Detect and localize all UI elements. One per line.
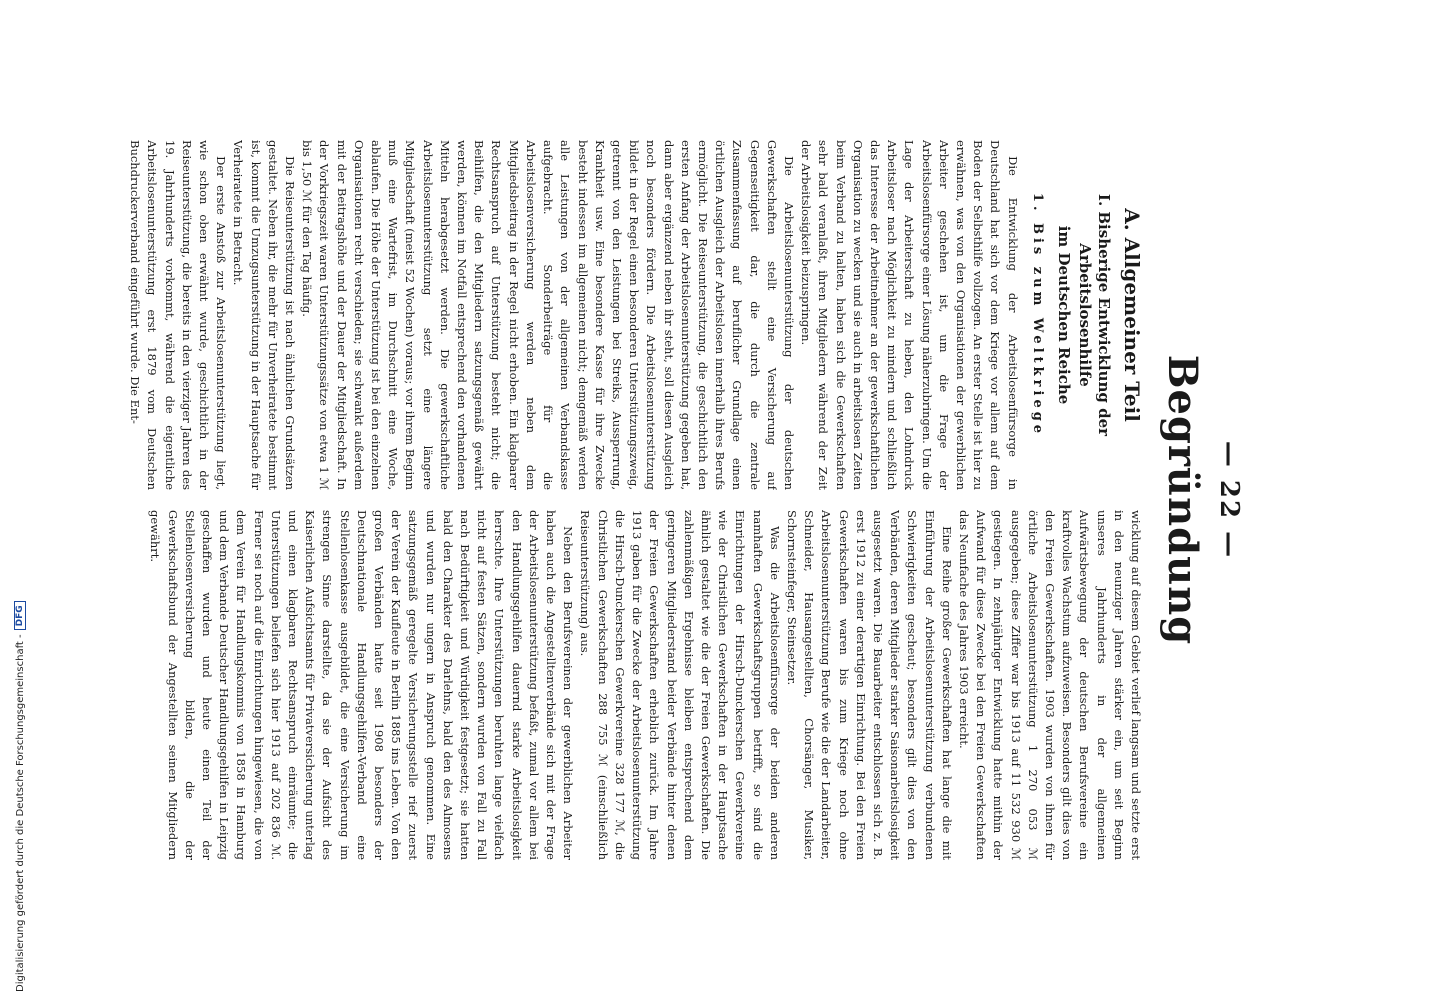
part-heading: A. Allgemeiner Teil: [1120, 208, 1144, 422]
paragraph: Die Entwicklung der Arbeitslosenfürsorge in Deutschland hat sich vor dem Kriege vor allem auf dem Boden der Selbsthilfe vollzogen. An erster Stelle ist hier zu erwähnen, was von den Organisationen der gewerblichen Arbeiter geschehen ist, um die Frage der Arbeitslosenfürsorge einer Lösung näherzubringen. Um die Lage der Arbeiterschaft zu heben, den Lohndruck Arbeitsloser nach Möglichkeit zu mindern und schließlich das Interesse der Arbeitnehmer an der gewerkschaftlichen Organisation zu wecken und sie auch in arbeitslosen Zeiten beim Verband zu halten, haben sich die Gewerkschaften sehr bald veranlaßt, ihren Mitgliedern während der Zeit der Arbeitslosigkeit beizuspringen.: [799, 140, 1020, 490]
paragraph: Was die Arbeitslosenfürsorge der beiden anderen namhaften Gewerkschaftsgruppen betrifft, so sind die Einrichtungen der Hirsch-Dunckerschen Gewerkvereine wie der Christlichen Gewerkschaften in der Hauptsache ähnlich gestaltet wie die der Freien Gewerkschaften. Die zahlenmäßigen Ergebnisse bleiben entsprechend dem geringeren Mitgliederstand beider Verbände hinter denen der Freien Gewerkschaften erheblich zurück. Im Jahre 1913 gaben für die Zwecke der Arbeitslosenunterstützung die Hirsch-Dunckerschen Gewerkvereine 328 177 ℳ, die Christlichen Gewerkschaften 288 755 ℳ (einschließlich Reiseunterstützung) aus.: [578, 510, 782, 860]
subsection-heading: 1. Bis zum Weltkriege: [1029, 192, 1045, 438]
paragraph: wicklung auf diesem Gebiet verlief langsam und setzte erst in den neunziger Jahren stärker ein, um seit Beginn unseres Jahrhunderts in der allgemeinen Aufwärtsbewegung der deutschen Berufsvereine ein kraftvolles Wachstum aufzuweisen. Besonders gilt dies von den Freien Gewerkschaften. 1903 wurden von ihnen für örtliche Arbeitslosenunterstützung 1 270 053 ℳ ausgegeben; diese Ziffer war bis 1913 auf 11 532 930 ℳ gestiegen. In zehnjähriger Entwicklung hatte mithin der Aufwand für diese Zwecke bei den Freien Gewerkschaften das Neunfache des Jahres 1903 erreicht.: [956, 510, 1143, 860]
paragraph: Der erste Anstoß zur Arbeitslosenunterstützung liegt, wie schon oben erwähnt wurde, geschichtlich in der Reiseunterstützung, die bereits in den vierziger Jahren des 19. Jahrhunderts vorkommt, während die eigentliche Arbeitslosenunterstützung erst 1879 vom Deutschen Buchdruckerverband eingeführt wurde. Die Ent-: [128, 140, 229, 490]
section-heading-line-1: I. Bisherige Entwicklung der Arbeitslosenhilfe: [1075, 193, 1113, 437]
digitization-credit: [0, 0, 40, 1000]
right-text-column: [74, 510, 1144, 860]
left-text-column: [74, 140, 1144, 490]
document-title: Begründung: [1159, 354, 1206, 646]
credit-text: Digitalisierung gefördert durch die Deutsche Forschungsgemeinschaft -: [14, 634, 26, 992]
paragraph: Die Arbeitslosenunterstützung der deutschen Gewerkschaften stellt eine Versicherung auf Gegenseitigkeit dar, die durch die zentrale Zusammenfassung auf beruflicher Grundlage einen örtlichen Ausgleich der Arbeitslosen innerhalb ihres Berufs ermöglicht. Die Reiseunterstützung, die geschichtlich den ersten Anfang der Arbeitslosenunterstützung gegeben hat, dann aber ergänzend neben ihr steht, soll diesen Ausgleich noch besonders fördern. Die Arbeitslosenunterstützung bildet in der Regel einen besonderen Unterstützungszweig, getrennt von den Leistungen bei Streiks, Aussperrung, Krankheit usw. Eine besondere Kasse für ihre Zwecke besteht indessen im allgemeinen nicht; demgemäß werden alle Leistungen von der allgemeinen Verbandskasse aufgebracht. Sonderbeiträge für die Arbeitslosenversicherung werden neben dem Mitgliedsbeitrag in der Regel nicht erhoben. Ein klagbarer Rechtsanspruch auf Unterstützung besteht nicht; die Beihilfen, die den Mitgliedern satzungsgemäß gewährt werden, können im Notfall entsprechend den vorhandenen Mitteln herabgesetzt werden. Die gewerkschaftliche Arbeitslosenunterstützung setzt eine längere Mitgliedschaft (meist 52 Wochen) voraus; vor ihrem Beginn muß eine Wartefrist, im Durchschnitt eine Woche, ablaufen. Die Höhe der Unterstützung ist bei den einzelnen Organisationen recht verschieden; sie schwankt außerdem mit der Beitragshöhe und der Dauer der Mitgliedschaft. In der Vorkriegszeit waren Unterstützungssätze von etwa 1 ℳ bis 1,50 ℳ für den Tag häufig.: [300, 140, 796, 490]
paragraph: Neben den Berufsvereinen der gewerblichen Arbeiter haben auch die Angestelltenverbände sich mit der Frage der Arbeitslosenunterstützung befaßt, zumal vor allem bei den Handlungsgehilfen dauernd starke Arbeitslosigkeit herrschte. Ihre Unterstützungen beruhten lange vielfach nicht auf festen Sätzen, sondern wurden von Fall zu Fall nach Bedürftigkeit und Würdigkeit festgesetzt; sie hatten bald den Charakter des Darlehns, bald den des Almosens und wurden nur ungern in Anspruch genommen. Eine satzungsgemäß geregelte Versicherungsstelle rief zuerst der Verein der Kaufleute in Berlin 1885 ins Leben. Von den großen Verbänden hatte seit 1908 besonders der Deutschnationale Handlungsgehilfen-Verband eine Stellenlosenkasse ausgebildet, die eine Versicherung im strengen Sinne darstellte, da sie der Aufsicht des Kaiserlichen Aufsichtsamts für Privatversicherung unterlag und einen klagbaren Rechtsanspruch einräumte; die Unterstützungen beliefen sich hier 1913 auf 202 836 ℳ. Ferner sei noch auf die Einrichtungen hingewiesen, die von dem Verein für Handlungskommis von 1858 in Hamburg und dem Verbande Deutscher Handlungsgehilfen in Leipzig geschaffen wurden und heute einen Teil der Stellenlosenversicherung bilden, die der Gewerkschaftsbund der Angestellten seinen Mitgliedern gewährt.: [148, 510, 576, 860]
paragraph: Eine Reihe großer Gewerkschaften hat lange die mit Einführung der Arbeitslosenunterstützung verbundenen Schwierigkeiten gescheut; besonders gilt dies von den Verbänden, deren Mitglieder starker Saisonarbeitslosigkeit ausgesetzt waren. Die Bauarbeiter entschlossen sich z. B. erst 1912 zu einer derartigen Einrichtung. Bei den Freien Gewerkschaften waren bis zum Kriege noch ohne Arbeitslosenunterstützung Berufe wie die der Landarbeiter, Schneider, Hausangestellten, Chorsänger, Musiker, Schornsteinfeger, Steinsetzer.: [784, 510, 954, 860]
dfg-logo: DFG: [14, 601, 26, 630]
page-header: [1159, 160, 1244, 840]
page-number: — 22 —: [1214, 440, 1244, 560]
section-heading-line-2: im Deutschen Reiche: [1054, 225, 1073, 405]
paragraph: Die Reiseunterstützung ist nach ähnlichen Grundsätzen gestaltet. Neben ihr, die mehr für Unverheiratete bestimmt ist, kommt die Umzugsunterstützung in der Hauptsache für Verheiratete in Betracht.: [231, 140, 298, 490]
